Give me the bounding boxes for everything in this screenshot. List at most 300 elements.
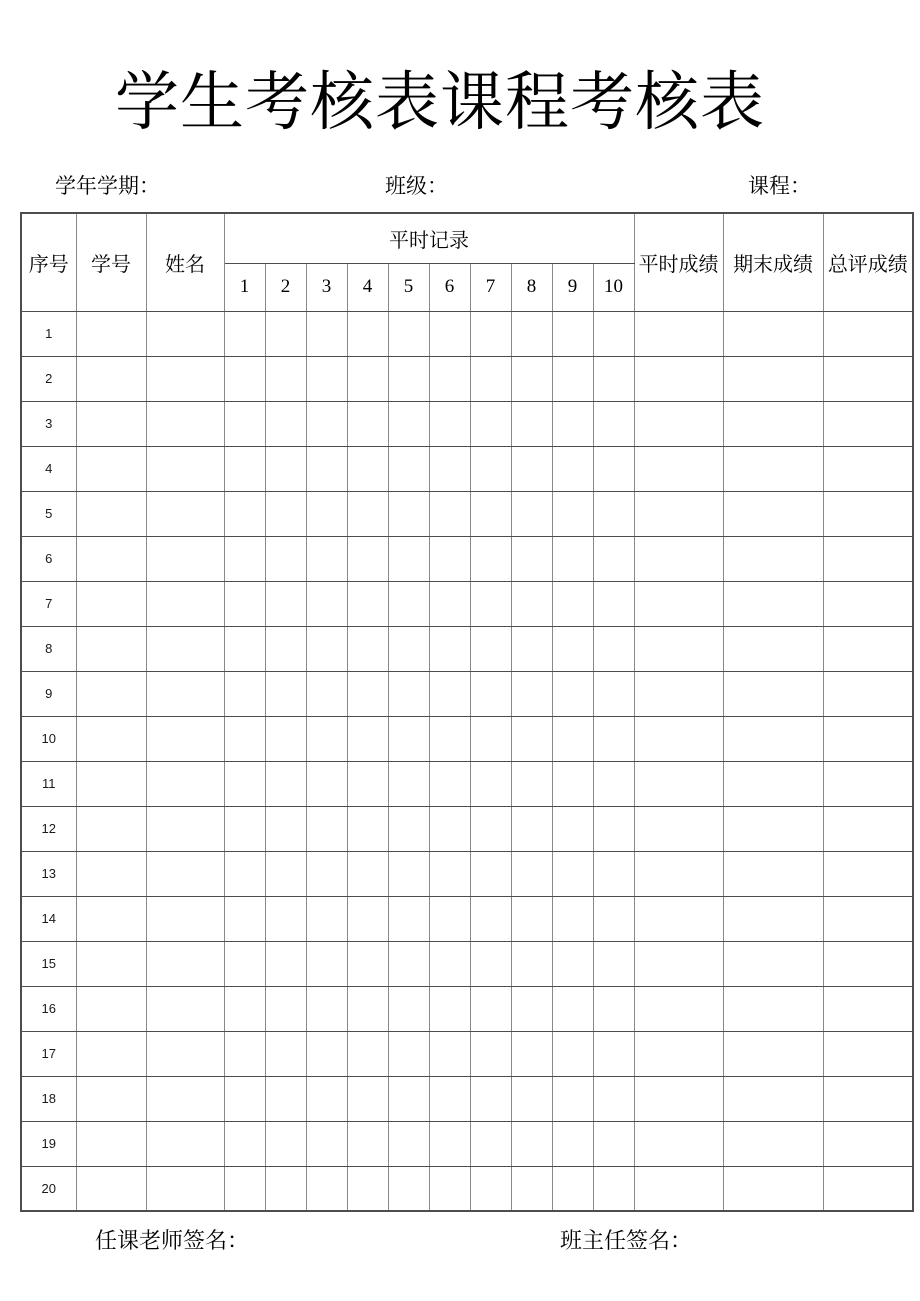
cell-record-10 [593, 806, 634, 851]
cell-record-1 [224, 941, 265, 986]
cell-overall-score [823, 1076, 913, 1121]
cell-record-6 [429, 806, 470, 851]
row-number-cell: 7 [21, 581, 76, 626]
cell-record-5 [388, 896, 429, 941]
cell-name [146, 401, 224, 446]
cell-record-3 [306, 671, 347, 716]
cell-record-6 [429, 1166, 470, 1211]
cell-record-8 [511, 311, 552, 356]
table-row [21, 1076, 913, 1121]
cell-record-2 [265, 716, 306, 761]
cell-record-9 [552, 491, 593, 536]
cell-record-3 [306, 761, 347, 806]
cell-record-3 [306, 1121, 347, 1166]
cell-record-10 [593, 716, 634, 761]
cell-record-7 [470, 1121, 511, 1166]
cell-record-4 [347, 626, 388, 671]
cell-record-4 [347, 491, 388, 536]
cell-record-8 [511, 761, 552, 806]
cell-record-9 [552, 806, 593, 851]
table-row [21, 671, 913, 716]
cell-record-4 [347, 401, 388, 446]
cell-record-9 [552, 311, 593, 356]
cell-student-id [76, 401, 146, 446]
head-teacher-signature-label: 班主任签名： [560, 1228, 693, 1253]
cell-record-1 [224, 1121, 265, 1166]
cell-record-8 [511, 716, 552, 761]
cell-record-8 [511, 491, 552, 536]
table-row [21, 1166, 913, 1211]
cell-name [146, 941, 224, 986]
cell-record-9 [552, 536, 593, 581]
teacher-signature-label: 任课老师签名： [95, 1228, 250, 1253]
cell-student-id [76, 536, 146, 581]
cell-final-score [723, 1076, 823, 1121]
cell-record-2 [265, 851, 306, 896]
cell-record-9 [552, 716, 593, 761]
cell-daily-score [634, 806, 723, 851]
table-row [21, 581, 913, 626]
header-record-col-7: 7 [470, 263, 511, 311]
cell-overall-score [823, 401, 913, 446]
cell-daily-score [634, 671, 723, 716]
cell-name [146, 581, 224, 626]
cell-record-1 [224, 401, 265, 446]
cell-record-6 [429, 581, 470, 626]
cell-record-10 [593, 581, 634, 626]
cell-record-1 [224, 1166, 265, 1211]
cell-final-score [723, 356, 823, 401]
table-row [21, 536, 913, 581]
cell-record-3 [306, 1166, 347, 1211]
cell-daily-score [634, 986, 723, 1031]
cell-final-score [723, 626, 823, 671]
cell-record-6 [429, 941, 470, 986]
cell-daily-score [634, 1031, 723, 1076]
cell-record-1 [224, 806, 265, 851]
cell-record-10 [593, 941, 634, 986]
cell-record-5 [388, 491, 429, 536]
cell-overall-score [823, 626, 913, 671]
cell-record-6 [429, 851, 470, 896]
cell-record-3 [306, 446, 347, 491]
table-row [21, 941, 913, 986]
cell-record-3 [306, 986, 347, 1031]
cell-student-id [76, 626, 146, 671]
cell-student-id [76, 1076, 146, 1121]
cell-daily-score [634, 626, 723, 671]
cell-record-4 [347, 311, 388, 356]
cell-student-id [76, 356, 146, 401]
cell-record-1 [224, 851, 265, 896]
cell-record-3 [306, 401, 347, 446]
cell-record-4 [347, 536, 388, 581]
cell-record-5 [388, 761, 429, 806]
cell-record-9 [552, 356, 593, 401]
header-final-score: 期末成绩 [723, 213, 823, 311]
table-row [21, 851, 913, 896]
cell-record-7 [470, 356, 511, 401]
cell-overall-score [823, 761, 913, 806]
cell-student-id [76, 851, 146, 896]
cell-record-2 [265, 581, 306, 626]
cell-name [146, 1031, 224, 1076]
cell-record-7 [470, 626, 511, 671]
cell-final-score [723, 761, 823, 806]
header-record-col-10: 10 [593, 263, 634, 311]
cell-student-id [76, 446, 146, 491]
table-row [21, 491, 913, 536]
cell-overall-score [823, 491, 913, 536]
cell-record-3 [306, 311, 347, 356]
row-number-cell: 3 [21, 401, 76, 446]
cell-record-3 [306, 851, 347, 896]
page-title: 学生考核表课程考核表 [115, 67, 765, 138]
table-row [21, 986, 913, 1031]
cell-record-10 [593, 1121, 634, 1166]
cell-record-5 [388, 851, 429, 896]
cell-record-7 [470, 491, 511, 536]
cell-student-id [76, 581, 146, 626]
cell-record-4 [347, 1121, 388, 1166]
cell-record-8 [511, 806, 552, 851]
cell-overall-score [823, 671, 913, 716]
cell-record-9 [552, 671, 593, 716]
cell-record-6 [429, 761, 470, 806]
cell-record-2 [265, 1076, 306, 1121]
cell-record-1 [224, 896, 265, 941]
cell-record-10 [593, 356, 634, 401]
cell-final-score [723, 446, 823, 491]
cell-record-5 [388, 311, 429, 356]
cell-record-9 [552, 761, 593, 806]
cell-name [146, 986, 224, 1031]
cell-daily-score [634, 581, 723, 626]
cell-record-2 [265, 806, 306, 851]
cell-record-8 [511, 356, 552, 401]
cell-record-10 [593, 896, 634, 941]
cell-record-2 [265, 896, 306, 941]
cell-student-id [76, 716, 146, 761]
cell-record-9 [552, 401, 593, 446]
cell-record-1 [224, 536, 265, 581]
cell-daily-score [634, 1076, 723, 1121]
cell-record-5 [388, 1166, 429, 1211]
header-overall-score: 总评成绩 [823, 213, 913, 311]
table-row [21, 311, 913, 356]
cell-record-4 [347, 941, 388, 986]
cell-record-6 [429, 671, 470, 716]
table-row [21, 761, 913, 806]
cell-overall-score [823, 941, 913, 986]
cell-name [146, 356, 224, 401]
cell-record-7 [470, 806, 511, 851]
cell-record-8 [511, 941, 552, 986]
cell-record-10 [593, 626, 634, 671]
cell-student-id [76, 311, 146, 356]
cell-record-9 [552, 896, 593, 941]
cell-record-9 [552, 581, 593, 626]
cell-record-1 [224, 581, 265, 626]
cell-record-5 [388, 1076, 429, 1121]
cell-daily-score [634, 896, 723, 941]
cell-record-8 [511, 401, 552, 446]
cell-record-8 [511, 1166, 552, 1211]
row-number-cell: 2 [21, 356, 76, 401]
table-row [21, 446, 913, 491]
cell-final-score [723, 896, 823, 941]
header-record-col-6: 6 [429, 263, 470, 311]
cell-record-7 [470, 941, 511, 986]
cell-record-6 [429, 401, 470, 446]
cell-record-4 [347, 671, 388, 716]
cell-record-8 [511, 536, 552, 581]
cell-final-score [723, 581, 823, 626]
cell-record-4 [347, 806, 388, 851]
cell-record-3 [306, 626, 347, 671]
cell-record-7 [470, 401, 511, 446]
cell-record-7 [470, 581, 511, 626]
cell-daily-score [634, 941, 723, 986]
cell-record-3 [306, 716, 347, 761]
row-number-cell: 17 [21, 1031, 76, 1076]
cell-record-2 [265, 311, 306, 356]
cell-name [146, 446, 224, 491]
table-row [21, 896, 913, 941]
cell-overall-score [823, 1121, 913, 1166]
cell-record-9 [552, 1121, 593, 1166]
assessment-table [20, 212, 914, 1212]
cell-record-2 [265, 986, 306, 1031]
row-number-cell: 10 [21, 716, 76, 761]
cell-record-5 [388, 671, 429, 716]
row-number-cell: 16 [21, 986, 76, 1031]
cell-record-9 [552, 1166, 593, 1211]
cell-record-7 [470, 671, 511, 716]
cell-final-score [723, 806, 823, 851]
cell-record-2 [265, 1121, 306, 1166]
cell-record-2 [265, 446, 306, 491]
table-row [21, 1031, 913, 1076]
cell-record-7 [470, 896, 511, 941]
cell-overall-score [823, 896, 913, 941]
cell-overall-score [823, 356, 913, 401]
cell-record-9 [552, 1031, 593, 1076]
cell-name [146, 311, 224, 356]
cell-student-id [76, 896, 146, 941]
cell-final-score [723, 536, 823, 581]
table-row [21, 806, 913, 851]
cell-overall-score [823, 806, 913, 851]
cell-record-3 [306, 941, 347, 986]
cell-student-id [76, 1031, 146, 1076]
cell-overall-score [823, 1031, 913, 1076]
cell-student-id [76, 491, 146, 536]
table-row [21, 1121, 913, 1166]
header-daily-record: 平时记录 [224, 213, 634, 263]
cell-record-10 [593, 311, 634, 356]
cell-record-9 [552, 851, 593, 896]
cell-overall-score [823, 716, 913, 761]
cell-name [146, 716, 224, 761]
cell-record-4 [347, 761, 388, 806]
cell-final-score [723, 1166, 823, 1211]
cell-record-8 [511, 446, 552, 491]
cell-record-3 [306, 1031, 347, 1076]
cell-record-7 [470, 1166, 511, 1211]
cell-record-3 [306, 1076, 347, 1121]
cell-record-10 [593, 1166, 634, 1211]
cell-record-7 [470, 761, 511, 806]
cell-record-6 [429, 1031, 470, 1076]
cell-name [146, 851, 224, 896]
header-record-col-2: 2 [265, 263, 306, 311]
cell-name [146, 626, 224, 671]
cell-student-id [76, 1121, 146, 1166]
cell-record-7 [470, 311, 511, 356]
cell-final-score [723, 1031, 823, 1076]
cell-record-9 [552, 446, 593, 491]
cell-daily-score [634, 401, 723, 446]
cell-record-5 [388, 401, 429, 446]
row-number-cell: 9 [21, 671, 76, 716]
cell-record-1 [224, 671, 265, 716]
cell-record-5 [388, 1121, 429, 1166]
cell-daily-score [634, 491, 723, 536]
table-row [21, 626, 913, 671]
cell-daily-score [634, 761, 723, 806]
course-label: 课程： [748, 174, 811, 198]
cell-record-10 [593, 536, 634, 581]
cell-name [146, 1121, 224, 1166]
cell-overall-score [823, 1166, 913, 1211]
cell-record-8 [511, 1031, 552, 1076]
row-number-cell: 1 [21, 311, 76, 356]
cell-record-3 [306, 491, 347, 536]
cell-record-7 [470, 446, 511, 491]
cell-record-1 [224, 626, 265, 671]
header-record-col-5: 5 [388, 263, 429, 311]
cell-record-1 [224, 761, 265, 806]
cell-record-4 [347, 716, 388, 761]
row-number-cell: 13 [21, 851, 76, 896]
cell-record-6 [429, 896, 470, 941]
cell-daily-score [634, 851, 723, 896]
row-number-cell: 6 [21, 536, 76, 581]
row-number-cell: 11 [21, 761, 76, 806]
cell-record-7 [470, 986, 511, 1031]
cell-student-id [76, 761, 146, 806]
header-record-col-1: 1 [224, 263, 265, 311]
cell-record-10 [593, 851, 634, 896]
cell-student-id [76, 806, 146, 851]
row-number-cell: 15 [21, 941, 76, 986]
cell-daily-score [634, 356, 723, 401]
cell-name [146, 761, 224, 806]
cell-name [146, 536, 224, 581]
cell-record-4 [347, 356, 388, 401]
header-student-id: 学号 [76, 213, 146, 311]
cell-record-6 [429, 491, 470, 536]
cell-record-4 [347, 1076, 388, 1121]
cell-record-10 [593, 986, 634, 1031]
cell-record-1 [224, 1076, 265, 1121]
header-record-col-8: 8 [511, 263, 552, 311]
cell-student-id [76, 941, 146, 986]
class-label: 班级： [385, 174, 448, 198]
header-record-col-3: 3 [306, 263, 347, 311]
cell-record-3 [306, 356, 347, 401]
cell-record-5 [388, 581, 429, 626]
cell-overall-score [823, 536, 913, 581]
cell-record-9 [552, 986, 593, 1031]
cell-record-6 [429, 311, 470, 356]
cell-record-2 [265, 761, 306, 806]
cell-record-5 [388, 716, 429, 761]
cell-record-4 [347, 1166, 388, 1211]
row-number-cell: 4 [21, 446, 76, 491]
cell-record-2 [265, 401, 306, 446]
cell-record-5 [388, 806, 429, 851]
table-header [21, 213, 913, 311]
cell-final-score [723, 941, 823, 986]
cell-record-1 [224, 986, 265, 1031]
cell-daily-score [634, 311, 723, 356]
cell-record-1 [224, 1031, 265, 1076]
cell-record-9 [552, 1076, 593, 1121]
header-record-col-4: 4 [347, 263, 388, 311]
cell-record-4 [347, 986, 388, 1031]
header-daily-score: 平时成绩 [634, 213, 723, 311]
cell-record-6 [429, 446, 470, 491]
cell-record-2 [265, 536, 306, 581]
cell-record-10 [593, 1031, 634, 1076]
table-row [21, 356, 913, 401]
cell-record-8 [511, 671, 552, 716]
cell-record-8 [511, 1076, 552, 1121]
cell-record-2 [265, 356, 306, 401]
cell-record-8 [511, 626, 552, 671]
cell-final-score [723, 401, 823, 446]
cell-daily-score [634, 1121, 723, 1166]
cell-record-8 [511, 851, 552, 896]
cell-overall-score [823, 446, 913, 491]
cell-record-10 [593, 671, 634, 716]
cell-final-score [723, 986, 823, 1031]
cell-record-8 [511, 896, 552, 941]
row-number-cell: 19 [21, 1121, 76, 1166]
cell-record-1 [224, 716, 265, 761]
cell-record-2 [265, 491, 306, 536]
cell-record-1 [224, 356, 265, 401]
cell-record-2 [265, 1166, 306, 1211]
cell-record-7 [470, 1031, 511, 1076]
cell-record-5 [388, 356, 429, 401]
row-number-cell: 20 [21, 1166, 76, 1211]
table-row [21, 401, 913, 446]
row-number-cell: 12 [21, 806, 76, 851]
cell-record-10 [593, 446, 634, 491]
cell-record-9 [552, 626, 593, 671]
cell-record-7 [470, 1076, 511, 1121]
cell-record-10 [593, 1076, 634, 1121]
cell-overall-score [823, 581, 913, 626]
cell-record-7 [470, 536, 511, 581]
cell-record-2 [265, 941, 306, 986]
cell-final-score [723, 851, 823, 896]
cell-daily-score [634, 446, 723, 491]
row-number-cell: 8 [21, 626, 76, 671]
